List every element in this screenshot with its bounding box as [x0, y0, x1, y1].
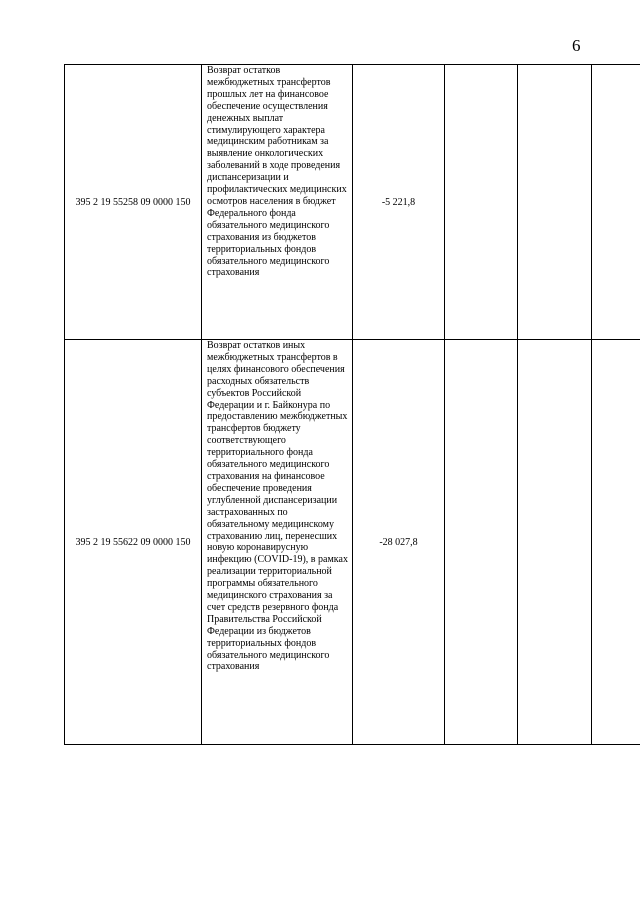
description-cell: Возврат остатков иных межбюджетных трансфертов в целях финансового обеспечения расходных обязательств субъектов Российской Федерации и г. Байконура по предоставлению межбюджетных трансфертов бюджету соответствующего территориального фонда обязательного медицинского страхования на финансовое обеспечение проведения углубленной диспансеризации застрахованных по обязательному медицинскому страхованию лиц, перенесших новую коронавирусную инфекцию (COVID-19), в рамках реализации территориальной программы обязательного медицинского страхования за счет средств резервного фонда Правительства Российской Федерации из бюджетов территориальных фондов обязательного медицинского страхования: [202, 340, 353, 745]
empty-cell: [445, 65, 518, 340]
budget-table: [64, 64, 640, 745]
amount-cell: -5 221,8: [353, 65, 445, 340]
table-row: [65, 65, 640, 340]
budget-code-cell: 395 2 19 55622 09 0000 150: [65, 340, 202, 745]
page-number: 6: [572, 36, 581, 55]
empty-cell: [445, 340, 518, 745]
empty-cell: [518, 65, 592, 340]
empty-cell: [592, 340, 640, 745]
table-row: [65, 340, 640, 745]
amount-cell: -28 027,8: [353, 340, 445, 745]
description-cell: Возврат остатков межбюджетных трансфертов прошлых лет на финансовое обеспечение осуществления денежных выплат стимулирующего характера медицинским работникам за выявление онкологических заболеваний в ходе проведения диспансеризации и профилактических медицинских осмотров населения в бюджет Федерального фонда обязательного медицинского страхования из бюджетов территориальных фондов обязательного медицинского страхования: [202, 65, 353, 340]
empty-cell: [518, 340, 592, 745]
empty-cell: [592, 65, 640, 340]
budget-code-cell: 395 2 19 55258 09 0000 150: [65, 65, 202, 340]
